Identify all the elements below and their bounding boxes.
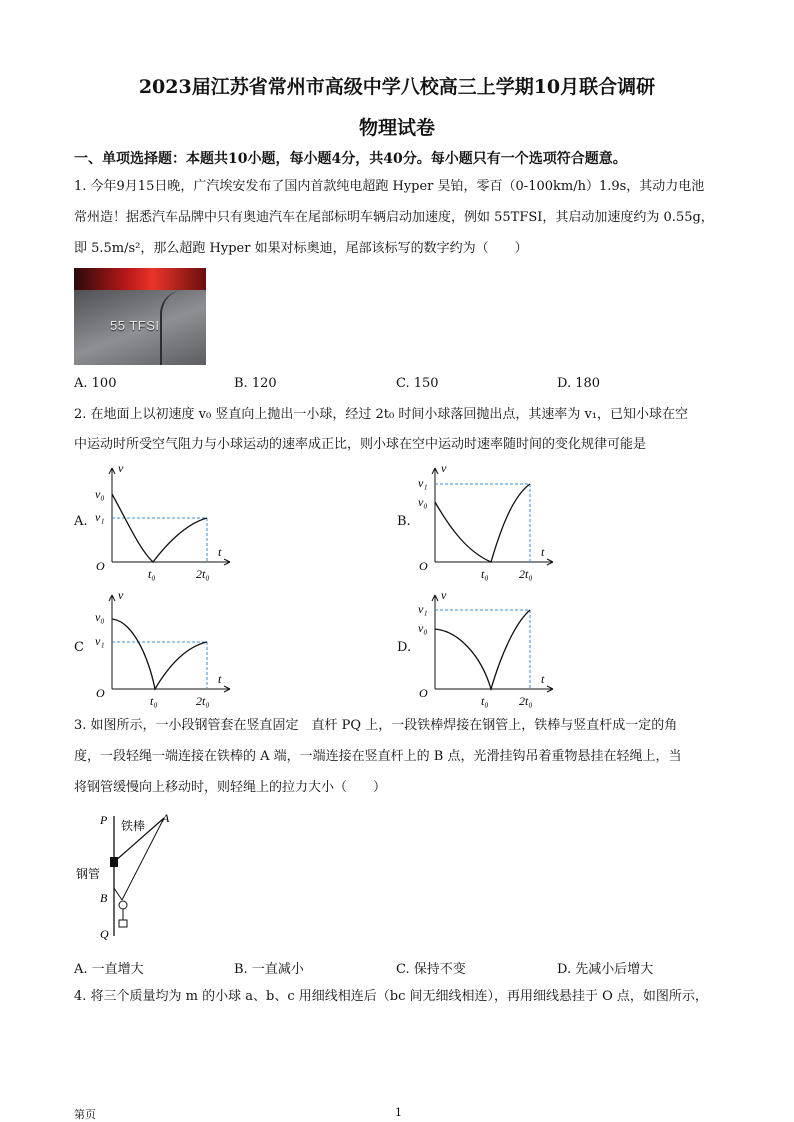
q2-option-c-label[interactable]: C xyxy=(74,640,84,655)
q2-option-a-label[interactable]: A. xyxy=(74,514,88,529)
q3-option-b[interactable]: B. 一直减小 xyxy=(234,962,304,977)
axis-label-v: v xyxy=(441,461,447,475)
t0-label: t₀ xyxy=(481,567,489,581)
q2-option-d-label[interactable]: D. xyxy=(397,640,412,655)
q2-line-2: 中运动时所受空气阻力与小球运动的速率成正比，则小球在空中运动时速率随时间的变化规律可能是 xyxy=(74,437,647,452)
v1-label: v₁ xyxy=(95,634,105,648)
q4-line-1: 4. 将三个质量均为 m 的小球 a、b、c 用细线相连后（bc 间无细线相连），再用细线悬挂于 O 点，如图所示， xyxy=(74,989,708,1004)
q3-option-c[interactable]: C. 保持不变 xyxy=(396,962,466,977)
axis-label-t: t xyxy=(541,545,545,559)
graph-d xyxy=(413,585,563,715)
label-P: P xyxy=(100,813,108,827)
graph-c xyxy=(90,585,240,715)
pole-figure xyxy=(74,808,184,944)
2t0-label: 2t₀ xyxy=(196,567,210,581)
q2-option-b-label[interactable]: B. xyxy=(397,514,411,529)
axis-label-t: t xyxy=(541,672,545,686)
axis-label-t: t xyxy=(218,545,222,559)
t0-label: t₀ xyxy=(481,694,489,708)
origin-label: O xyxy=(419,559,428,573)
q2-line-1: 2. 在地面上以初速度 v₀ 竖直向上抛出一小球，经过 2t₀ 时间小球落回抛出点，其速率为 v₁，已知小球在空 xyxy=(74,407,689,422)
v1-label: v₁ xyxy=(418,602,428,616)
q1-option-a[interactable]: A. 100 xyxy=(74,376,117,391)
label-B: B xyxy=(100,891,108,905)
label-A: A xyxy=(162,811,170,825)
2t0-label: 2t₀ xyxy=(519,694,533,708)
graph-b xyxy=(413,458,563,588)
label-rod: 铁棒 xyxy=(121,819,146,833)
q1-option-d[interactable]: D. 180 xyxy=(557,376,601,391)
v0-label: v₀ xyxy=(95,487,105,501)
page-number: 1 xyxy=(395,1106,402,1119)
q1-line-3: 即 5.5m/s²，那么超跑 Hyper 如果对标奥迪，尾部该标写的数字约为（ ） xyxy=(74,241,528,256)
weight-box xyxy=(119,920,127,927)
q3-line-1: 3. 如图所示，一小段钢管套在竖直固定 直杆 PQ 上，一段铁棒焊接在钢管上，铁棒与竖直杆成一定的角 xyxy=(74,718,678,733)
2t0-label: 2t₀ xyxy=(519,567,533,581)
v1-label: v₁ xyxy=(95,510,105,524)
q1-line-1: 1. 今年9月15日晚，广汽埃安发布了国内首款纯电超跑 Hyper 昊铂，零百（0-100km/h）1.9s，其动力电池 xyxy=(74,179,705,194)
v1-label: v₁ xyxy=(418,476,428,490)
v0-label: v₀ xyxy=(95,610,105,624)
pipe-mark xyxy=(110,857,118,867)
2t0-label: 2t₀ xyxy=(196,694,210,708)
graph-a xyxy=(90,458,240,588)
q1-option-b[interactable]: B. 120 xyxy=(234,376,277,391)
q3-line-2: 度，一段轻绳一端连接在铁棒的 A 端，一端连接在竖直杆上的 B 点，光滑挂钩吊着重物悬挂在轻绳上，当 xyxy=(74,749,682,764)
q3-option-a[interactable]: A. 一直增大 xyxy=(74,962,144,977)
footer-label: 第页 xyxy=(74,1108,96,1121)
origin-label: O xyxy=(419,686,428,700)
axis-label-t: t xyxy=(218,672,222,686)
axis-label-v: v xyxy=(118,588,124,602)
origin-label: O xyxy=(96,559,105,573)
v0-label: v₀ xyxy=(418,495,428,509)
axis-label-v: v xyxy=(118,461,124,475)
audi-badge-photo xyxy=(74,268,206,365)
q1-option-c[interactable]: C. 150 xyxy=(396,376,439,391)
page-subtitle: 物理试卷 xyxy=(358,117,435,139)
v0-label: v₀ xyxy=(418,621,428,635)
section-heading: 一、单项选择题：本题共10小题，每小题4分，共40分。每小题只有一个选项符合题意。 xyxy=(74,151,627,167)
t0-label: t₀ xyxy=(148,567,156,581)
axis-label-v: v xyxy=(441,588,447,602)
label-pipe: 钢管 xyxy=(76,867,101,881)
q3-option-d[interactable]: D. 先减小后增大 xyxy=(557,962,654,977)
origin-label: O xyxy=(96,686,105,700)
t0-label: t₀ xyxy=(150,694,158,708)
q3-line-3: 将钢管缓慢向上移动时，则轻绳上的拉力大小（ ） xyxy=(74,780,387,795)
q1-line-2: 常州造！据悉汽车品牌中只有奥迪汽车在尾部标明车辆启动加速度，例如 55TFSI，其启动加速度约为 0.55g， xyxy=(74,210,714,225)
badge-text: 55 TFSI xyxy=(110,318,160,333)
page-title: 2023届江苏省常州市高级中学八校高三上学期10月联合调研 xyxy=(138,76,656,98)
label-Q: Q xyxy=(100,927,109,941)
